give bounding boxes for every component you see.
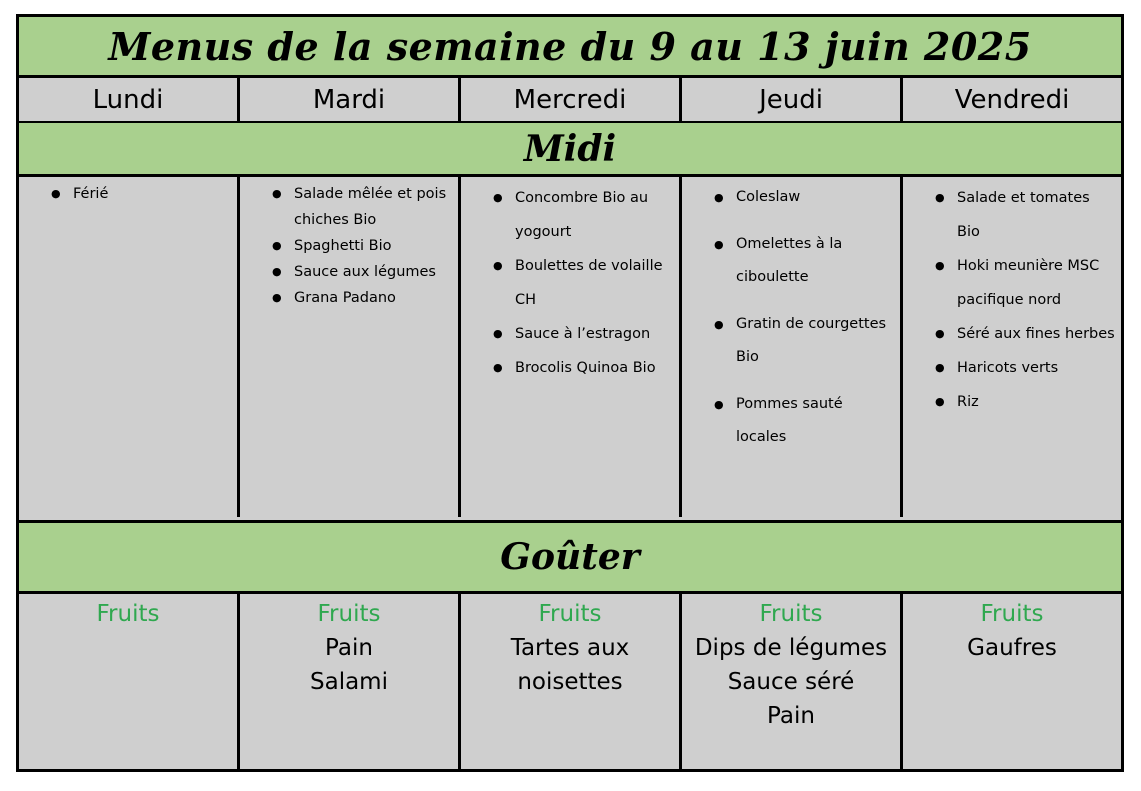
gouter-cell-mercredi (461, 591, 682, 769)
bullet-icon: ● (714, 191, 724, 204)
list-item: ● Haricots verts (931, 351, 1115, 385)
bullet-icon: ● (493, 259, 503, 272)
gouter-cell-lundi (19, 591, 240, 769)
gouter-item: Sauce séré (727, 669, 855, 695)
list-item: ● Grana Padano (268, 285, 452, 311)
bullet-icon: ● (714, 238, 724, 251)
midi-list-lundi (47, 181, 231, 207)
midi-list-mardi (268, 181, 452, 311)
list-item: ● Gratin de courgettes Bio (710, 308, 894, 374)
bullet-icon: ● (935, 327, 945, 340)
bullet-icon: ● (51, 187, 61, 200)
list-item: ● Sauce aux légumes (268, 259, 452, 285)
bullet-icon: ● (493, 327, 503, 340)
gouter-cell-mardi (240, 591, 461, 769)
gouter-item: Pain (767, 703, 815, 729)
bullet-icon: ● (272, 239, 282, 252)
bullet-icon: ● (714, 318, 724, 331)
title-bar (19, 17, 1121, 78)
midi-row (19, 177, 1121, 517)
bullet-icon: ● (272, 265, 282, 278)
gouter-item: Tartes aux (510, 635, 630, 661)
gouter-item: Gaufres (967, 635, 1057, 661)
bullet-icon: ● (493, 191, 503, 204)
gouter-section-header (19, 520, 1121, 594)
midi-cell-mardi (240, 177, 461, 517)
midi-cell-vendredi (903, 177, 1121, 517)
day-header-row (19, 78, 1121, 124)
list-item: ● Concombre Bio au yogourt (489, 181, 673, 249)
list-item: ● Salade mêlée et pois chiches Bio (268, 181, 452, 233)
bullet-icon: ● (272, 187, 282, 200)
midi-cell-lundi (19, 177, 240, 517)
bullet-icon: ● (493, 361, 503, 374)
gouter-row (19, 591, 1121, 769)
bullet-icon: ● (272, 291, 282, 304)
gouter-item-fruits: Fruits (980, 601, 1044, 627)
gouter-item-fruits: Fruits (317, 601, 381, 627)
list-item: ● Férié (47, 181, 231, 207)
gouter-item-fruits: Fruits (538, 601, 602, 627)
gouter-item: noisettes (517, 669, 623, 695)
list-item: ● Brocolis Quinoa Bio (489, 351, 673, 385)
gouter-section-title: Goûter (500, 536, 640, 578)
midi-section-header (19, 123, 1121, 177)
bullet-icon: ● (935, 361, 945, 374)
list-item: ● Spaghetti Bio (268, 233, 452, 259)
list-item: ● Boulettes de volaille CH (489, 249, 673, 317)
midi-section-title: Midi (523, 127, 617, 170)
list-item: ● Hoki meunière MSC pacifique nord (931, 249, 1115, 317)
gouter-cell-jeudi (682, 591, 903, 769)
midi-cell-mercredi (461, 177, 682, 517)
list-item: ● Coleslaw (710, 181, 894, 214)
day-header-jeudi: Jeudi (682, 78, 903, 121)
day-header-mardi: Mardi (240, 78, 461, 121)
bullet-icon: ● (935, 259, 945, 272)
gouter-item-fruits: Fruits (759, 601, 823, 627)
list-item: ● Pommes sauté locales (710, 388, 894, 454)
list-item: ● Riz (931, 385, 1115, 419)
page-title: Menus de la semaine du 9 au 13 juin 2025 (108, 23, 1032, 69)
list-item: ● Séré aux fines herbes (931, 317, 1115, 351)
day-header-vendredi: Vendredi (903, 78, 1121, 121)
bullet-icon: ● (935, 395, 945, 408)
day-header-mercredi: Mercredi (461, 78, 682, 121)
day-header-lundi: Lundi (19, 78, 240, 121)
gouter-item: Pain (325, 635, 373, 661)
menu-table (16, 14, 1124, 772)
bullet-icon: ● (935, 191, 945, 204)
midi-cell-jeudi (682, 177, 903, 517)
list-item: ● Sauce à l’estragon (489, 317, 673, 351)
list-item: ● Salade et tomates Bio (931, 181, 1115, 249)
gouter-cell-vendredi (903, 591, 1121, 769)
midi-list-jeudi (710, 181, 894, 454)
gouter-item: Dips de légumes (694, 635, 888, 661)
list-item: ● Omelettes à la ciboulette (710, 228, 894, 294)
gouter-item: Salami (310, 669, 388, 695)
bullet-icon: ● (714, 398, 724, 411)
midi-list-mercredi (489, 181, 673, 385)
gouter-item-fruits: Fruits (96, 601, 160, 627)
midi-list-vendredi (931, 181, 1115, 419)
